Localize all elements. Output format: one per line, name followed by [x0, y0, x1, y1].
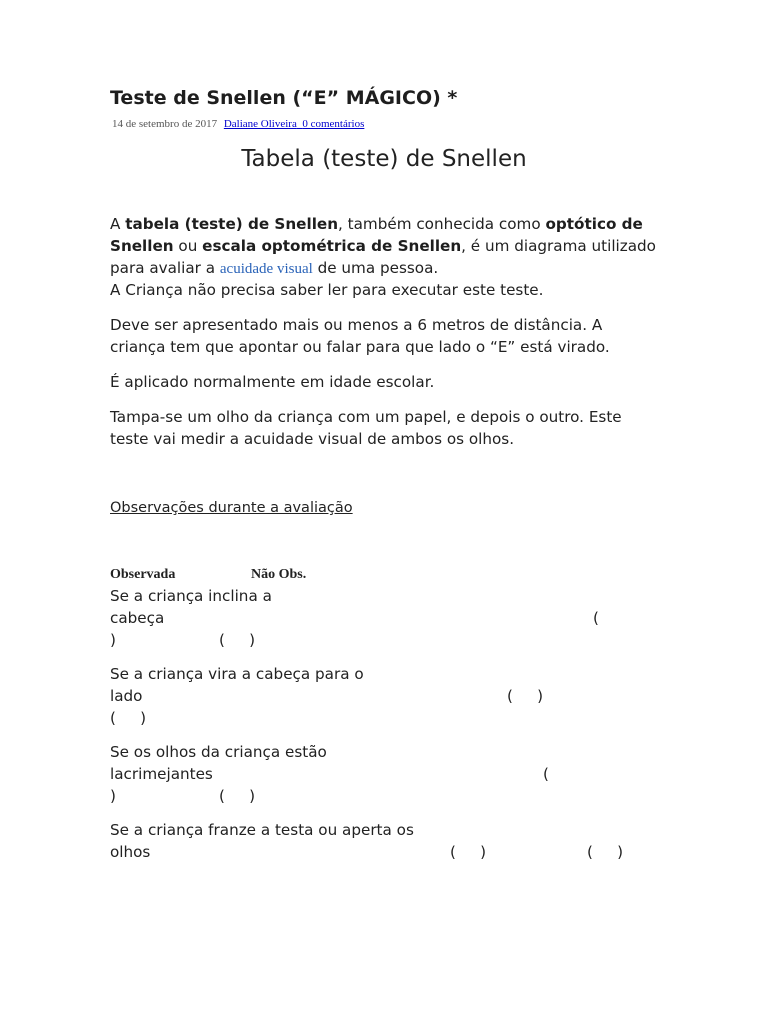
- item-2-not-observed-box[interactable]: ( ): [110, 709, 146, 727]
- item-3-observed-open[interactable]: (: [543, 765, 549, 783]
- column-not-observed: Não Obs.: [251, 567, 307, 582]
- bold-term: optótico de: [545, 215, 643, 233]
- paragraph-2-line-2: criança tem que apontar ou falar para que lado o “E” está virado.: [110, 338, 610, 356]
- text: para avaliar a: [110, 259, 220, 277]
- item-3-observed-close[interactable]: ): [110, 787, 116, 805]
- item-3-not-observed-box[interactable]: ( ): [219, 787, 255, 805]
- item-2-line-1: Se a criança vira a cabeça para o: [110, 665, 364, 683]
- paragraph-3: É aplicado normalmente em idade escolar.: [110, 373, 435, 391]
- column-observed: Observada: [110, 567, 176, 582]
- item-2-line-2: lado: [110, 687, 143, 705]
- article-title: Teste de Snellen (“E” MÁGICO) *: [110, 87, 458, 109]
- text: A: [110, 215, 126, 233]
- intro-line-3: [110, 257, 438, 280]
- text: , é um diagrama utilizado: [461, 237, 656, 255]
- comments-link[interactable]: 0 comentários: [302, 118, 365, 130]
- item-3-line-2: lacrimejantes: [110, 765, 213, 783]
- intro-line-4: A Criança não precisa saber ler para executar este teste.: [110, 281, 544, 299]
- item-4-line-1: Se a criança franze a testa ou aperta os: [110, 821, 414, 839]
- article-meta: [112, 118, 364, 130]
- bold-term: Snellen: [110, 237, 174, 255]
- item-4-observed-box[interactable]: ( ): [450, 843, 486, 861]
- author-name[interactable]: Daliane Oliveira: [223, 118, 297, 130]
- item-3-line-1: Se os olhos da criança estão: [110, 743, 327, 761]
- item-1-observed-close[interactable]: ): [110, 631, 116, 649]
- author-link[interactable]: [224, 118, 365, 130]
- intro-line-1: [110, 213, 643, 235]
- item-1-observed-open[interactable]: (: [593, 609, 599, 627]
- item-1-not-observed-box[interactable]: ( ): [219, 631, 255, 649]
- post-date: 14 de setembro de 2017: [112, 118, 218, 130]
- bold-term: tabela (teste) de Snellen: [125, 215, 339, 233]
- item-4-line-2: olhos: [110, 843, 151, 861]
- item-2-observed-box[interactable]: ( ): [507, 687, 543, 705]
- text: de uma pessoa.: [312, 259, 439, 277]
- paragraph-4-line-1: Tampa-se um olho da criança com um papel, e depois o outro. Este: [110, 408, 622, 426]
- paragraph-2-line-1: Deve ser apresentado mais ou menos a 6 metros de distância. A: [110, 316, 603, 334]
- text: ou: [173, 237, 203, 255]
- item-1-line-2: cabeça: [110, 609, 165, 627]
- acuidade-visual-link[interactable]: acuidade visual: [219, 261, 313, 277]
- section-heading: Tabela (teste) de Snellen: [241, 146, 527, 172]
- bold-term: escala optométrica de Snellen: [202, 237, 462, 255]
- item-1-line-1: Se a criança inclina a: [110, 587, 272, 605]
- item-4-not-observed-box[interactable]: ( ): [587, 843, 623, 861]
- intro-line-2: [110, 235, 656, 257]
- text: , também conhecida como: [338, 215, 546, 233]
- paragraph-4-line-2: teste vai medir a acuidade visual de ambos os olhos.: [110, 430, 515, 448]
- observations-title: Observações durante a avaliação: [110, 500, 353, 516]
